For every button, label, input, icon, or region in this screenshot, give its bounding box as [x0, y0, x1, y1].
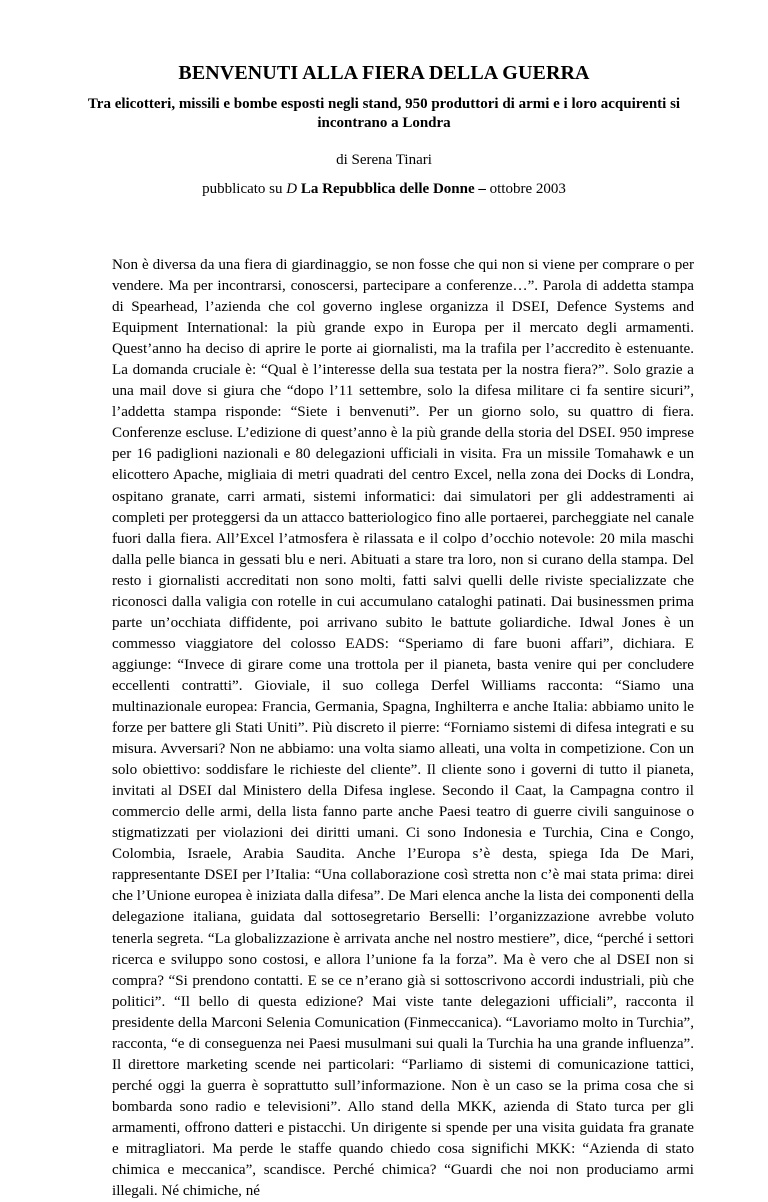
publication-magazine: La Repubblica delle Donne –	[297, 181, 486, 197]
article-body: Non è diversa da una fiera di giardinaggio, se non fosse che qui non si viene per comprare o per vendere. Ma per incontrarsi, conoscersi, partecipare a conferenze…”. Parola di addetta stampa di Spearhead, l’azienda che col governo inglese organizza il DSEI, Defence Systems and Equipment International: la più grande expo in Europa per il mercato degli armamenti. Quest’anno ha deciso di aprire le porte ai giornalisti, ma la trafila per l’accredito è estenuante. La domanda cruciale è: “Qual è l’interesse della sua testata per la nostra fiera?”. Solo grazie a una mail dove si giura che “dopo l’11 settembre, solo la difesa militare ci fa sentire sicuri”, l’addetta stampa risponde: “Siete i benvenuti”. Per un giorno solo, su quattro di fiera. Conferenze escluse. L’edizione di quest’anno è la più grande della storia del DSEI. 950 imprese per 16 padiglioni nazionali e 80 delegazioni ufficiali in visita. Fra un missile Tomahawk e un elicottero Apache, migliaia di metri quadrati del centro Excel, nella zona dei Docks di Londra, ospitano granate, carri armati, sistemi informatici: dai simulatori per gli addestramenti ai completi per proteggersi da un attacco batteriologico fino alle portaerei, parcheggiate nel canale fuori dalla fiera. All’Excel l’atmosfera è rilassata e il colpo d’occhio notevole: 20 mila maschi dalla pelle bianca in gessati blu e neri. Abituati a stare tra loro, non si curano della stampa. Del resto i giornalisti accreditati non sono molti, fatti salvi quelli delle riviste specializzate che riconosci dalla valigia con rotelle in cui accumulano cataloghi patinati. Dai businessmen prima parte un’occhiata diffidente, poi arrivano subito le battute goliardiche. Idwal Jones è un commesso viaggiatore del colosso EADS: “Speriamo di fare buoni affari”, dichiara. E aggiunge: “Invece di girare come una trottola per il pianeta, basta venire qui per concludere eccellenti contratti”. Gioviale, il suo collega Derfel Williams racconta: “Siamo una multinazionale europea: Francia, Germania, Spagna, Inghilterra e anche Italia: abbiamo unito le forze per battere gli Stati Uniti”. Più discreto il pierre: “Forniamo sistemi di difesa integrati e su misura. Avversari? Non ne abbiamo: una volta siamo alleati, una volta in competizione. Con un solo obiettivo: soddisfare le richieste del cliente”. Il cliente sono i governi di tutto il pianeta, invitati al DSEI dal Ministero della Difesa inglese. Secondo il Caat, la Campagna contro il commercio delle armi, della lista fanno parte anche Paesi teatro di guerre civili sanguinose o stigmatizzati per violazioni dei diritti umani. Ci sono Indonesia e Turchia, Cina e Congo, Colombia, Israele, Arabia Saudita. Anche l’Europa s’è desta, spiega Ida De Mari, rappresentante DSEI per l’Italia: “Una collaborazione così stretta non c’è mai stata prima: direi che l’Unione europea è iniziata dalla difesa”. De Mari elenca anche la lista dei componenti della delegazione italiana, guidata dal sottosegretario Berselli: l’organizzazione avrebbe voluto tenerla segreta. “La globalizzazione è arrivata anche nel nostro mestiere”, dice, “perché i settori ricerca e sviluppo sono costosi, e allora l’unione fa la forza”. Ma è vero che al DSEI non si compra? “Si prendono contatti. E se ce n’erano già si sottoscrivono accordi industriali, più che politici”. “Il bello di questa edizione? Mai viste tante delegazioni ufficiali”, racconta il presidente della Marconi Selenia Comunication (Finmeccanica). “Lavoriamo molto in Turchia”, racconta, “e di conseguenza nei Paesi musulmani sui quali la Turchia ha una grande influenza”. Il direttore marketing scende nei particolari: “Parliamo di sistemi di comunicazione tattici, perché oggi la guerra è soprattutto sull’informazione. Non è un caso se la prima cosa che si bombarda sono radio e televisioni”. Allo stand della MKK, azienda di Stato turca per gli armamenti, offrono datteri e pistacchi. Un dirigente si spende per una visita guidata fra granate e mitragliatori. Ma perde le staffe quando chiedo cosa significhi MKK: “Azienda di stato chimica e meccanica”, scandisce. Perché chimica? “Guardi che noi non produciamo armi illegali. Né chimiche, né	[112, 257, 694, 1200]
publication-prefix: pubblicato su	[202, 181, 287, 197]
publication-line	[0, 180, 768, 199]
publication-d-letter: D	[286, 181, 298, 197]
publication-date: ottobre 2003	[485, 181, 566, 197]
article-title: BENVENUTI ALLA FIERA DELLA GUERRA	[178, 62, 590, 84]
article-subtitle: Tra elicotteri, missili e bombe esposti negli stand, 950 produttori di armi e i loro acquirenti si incontrano a Londra	[87, 96, 681, 131]
article-byline: di Serena Tinari	[336, 152, 432, 168]
